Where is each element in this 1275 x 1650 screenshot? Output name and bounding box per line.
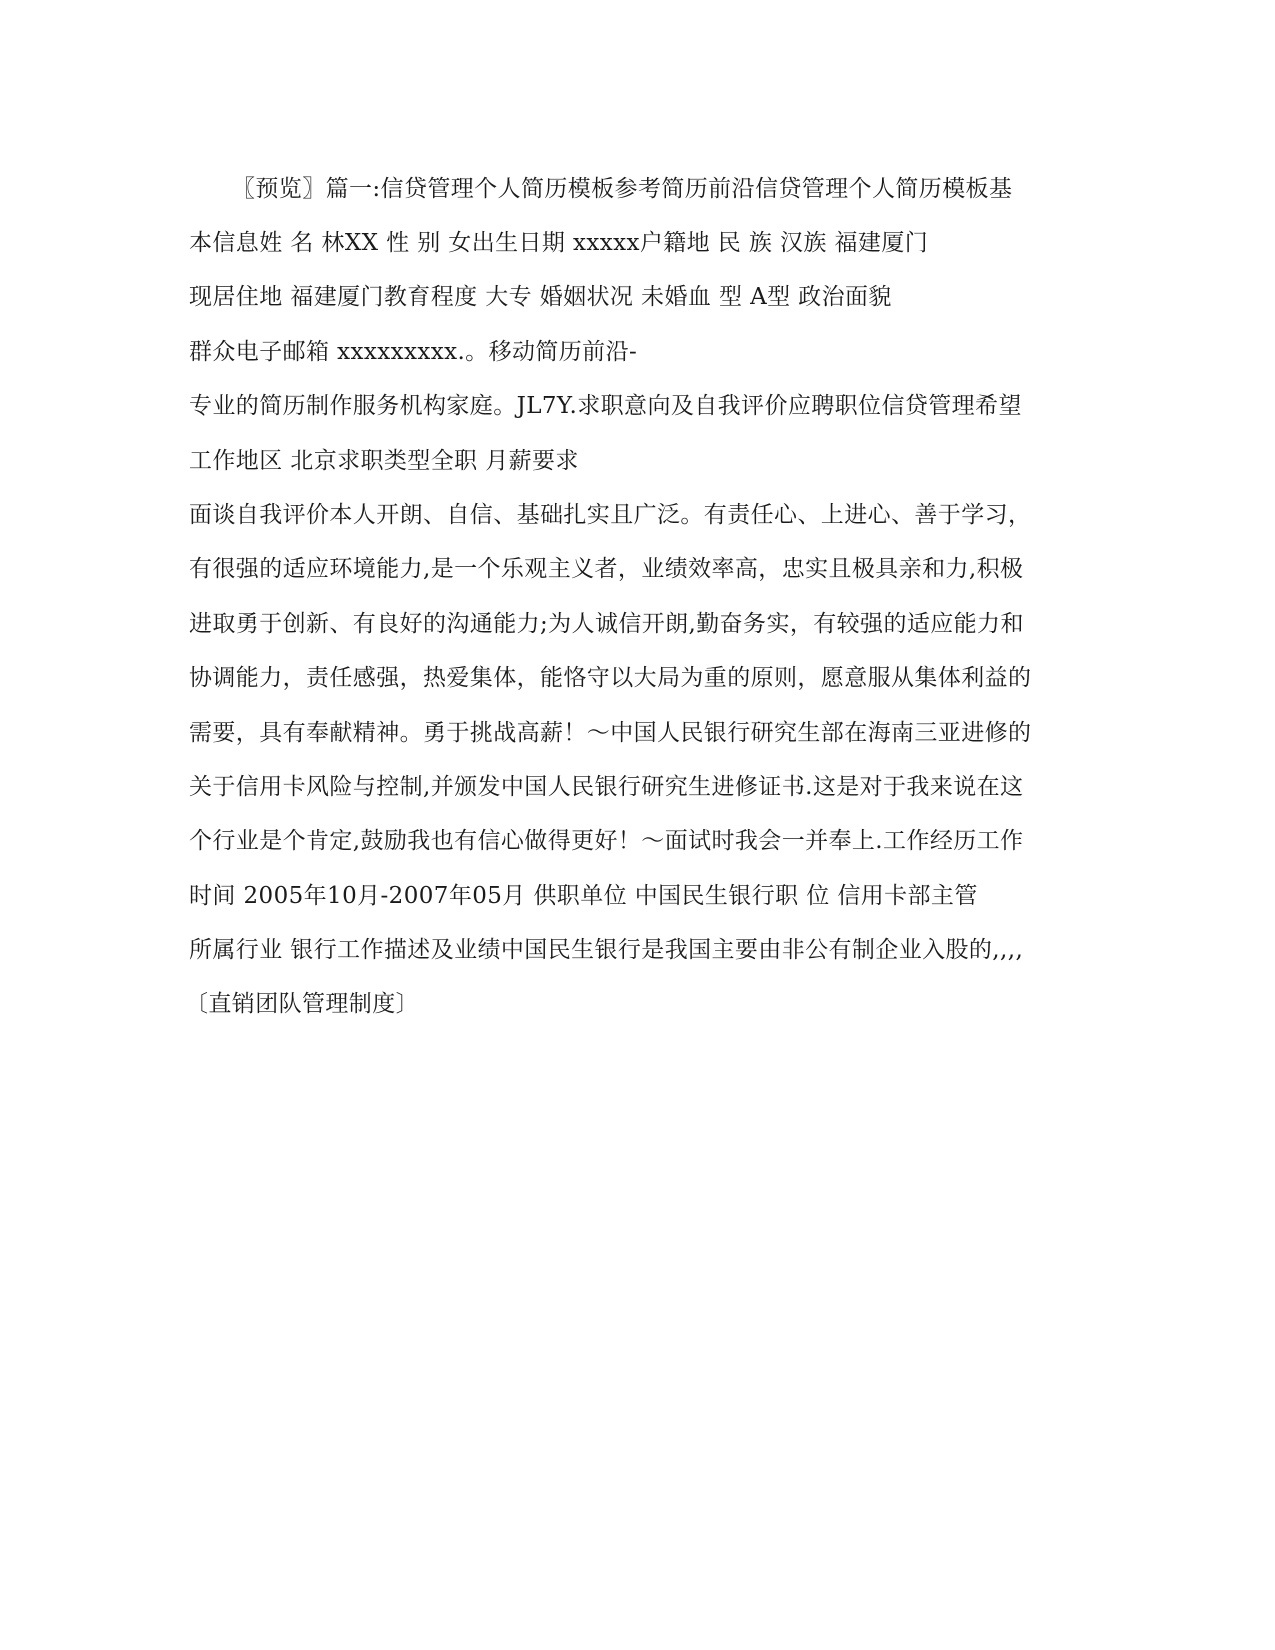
text-line-12: 关于信用卡风险与控制,并颁发中国人民银行研究生进修证书.这是对于我来说在这 (189, 774, 1024, 800)
text-line-8: 有很强的适应环境能力,是一个乐观主义者，业绩效率高，忠实且极具亲和力,积极 (189, 556, 1024, 582)
text-line-9: 进取勇于创新、有良好的沟通能力;为人诚信开朗,勤奋务实，有较强的适应能力和 (189, 611, 1024, 637)
text-line-14: 时间 2005年10月-2007年05月 供职单位 中国民生银行职 位 信用卡部主管 (189, 883, 978, 909)
text-line-2: 本信息姓 名 林XX 性 别 女出生日期 xxxxx户籍地 民 族 汉族 福建厦门 (189, 230, 929, 256)
text-line-1: 〖预览〗篇一:信贷管理个人简历模板参考简历前沿信贷管理个人简历模板基 (232, 176, 1013, 202)
text-line-15: 所属行业 银行工作描述及业绩中国民生银行是我国主要由非公有制企业入股的,,,, (189, 937, 1024, 963)
text-line-16: 〔直销团队管理制度〕 (185, 991, 419, 1017)
text-line-13: 个行业是个肯定,鼓励我也有信心做得更好！～面试时我会一并奉上.工作经历工作 (189, 828, 1024, 854)
text-line-5: 专业的简历制作服务机构家庭。JL7Y.求职意向及自我评价应聘职位信贷管理希望 (189, 393, 1022, 419)
text-line-4: 群众电子邮箱 xxxxxxxxx.。移动简历前沿- (189, 339, 638, 365)
text-line-3: 现居住地 福建厦门教育程度 大专 婚姻状况 未婚血 型 A型 政治面貌 (189, 284, 892, 310)
text-line-7: 面谈自我评价本人开朗、自信、基础扎实且广泛。有责任心、上进心、善于学习， (189, 502, 1032, 528)
text-line-6: 工作地区 北京求职类型全职 月薪要求 (189, 448, 579, 474)
text-line-11: 需要，具有奉献精神。勇于挑战高薪！～中国人民银行研究生部在海南三亚进修的 (189, 720, 1032, 746)
text-line-10: 协调能力，责任感强，热爱集体，能恪守以大局为重的原则，愿意服从集体利益的 (189, 665, 1032, 691)
